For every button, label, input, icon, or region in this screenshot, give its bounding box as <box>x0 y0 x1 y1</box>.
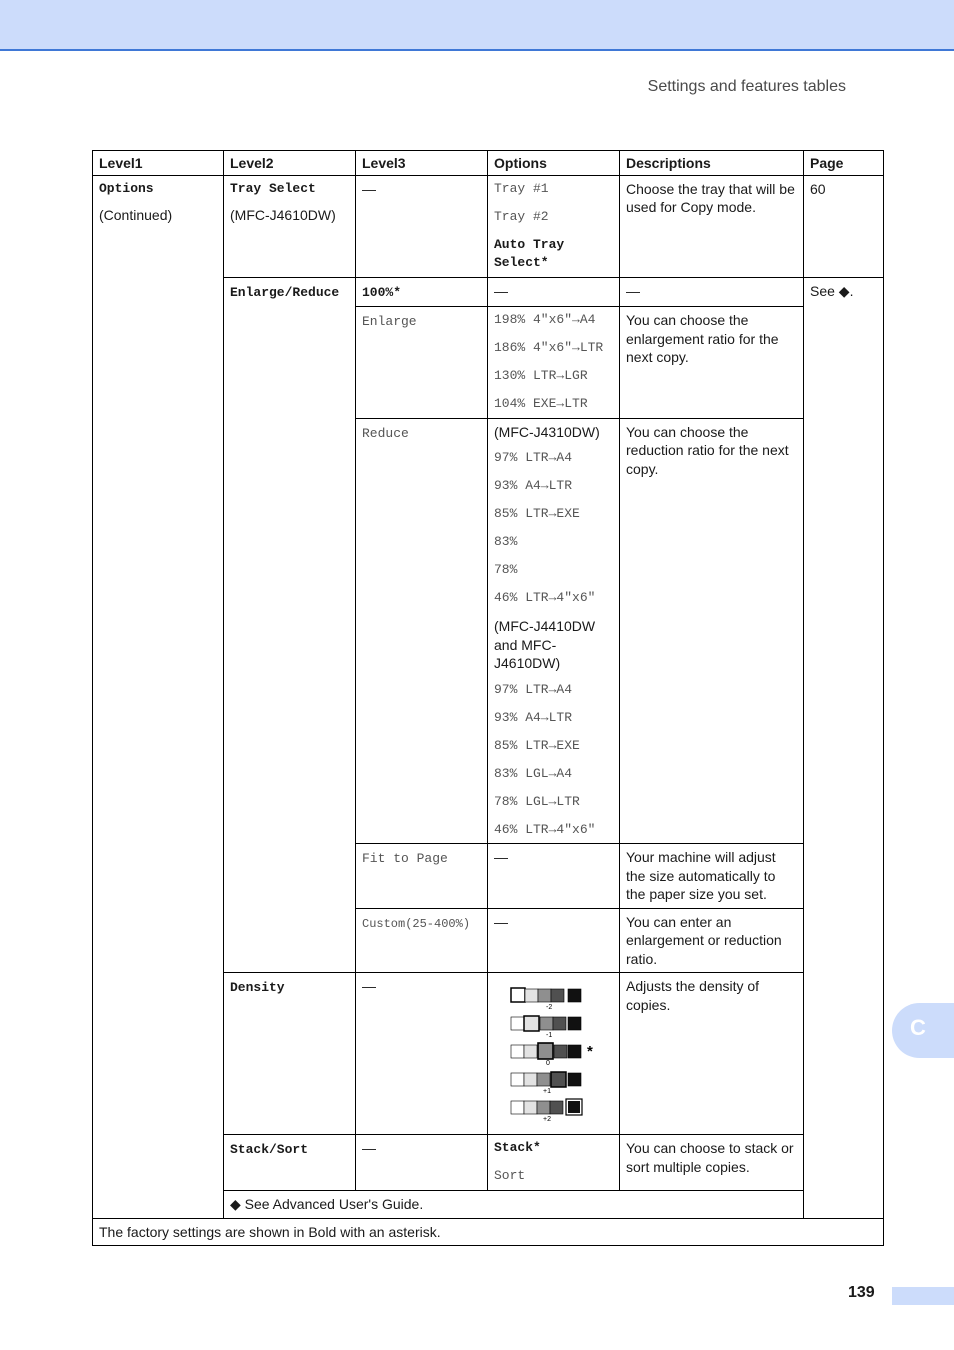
description-cell: You can choose the enlargement ratio for the next copy. <box>620 307 804 419</box>
level1-note: (Continued) <box>99 207 173 223</box>
description-cell: Choose the tray that will be used for Copy mode. <box>620 175 804 277</box>
density-label-plus2: +2 <box>543 1116 551 1123</box>
option-item: Tray #1 <box>494 180 549 196</box>
option-item: 97% LTR→A4 <box>494 450 573 465</box>
page-title: Settings and features tables <box>647 78 846 95</box>
options-cell <box>488 307 620 419</box>
page-reference: See ◆. <box>810 282 854 299</box>
level3-cell <box>356 277 488 307</box>
density-label-minus1: -1 <box>546 1032 553 1039</box>
option-item: 93% A4→LTR <box>494 709 573 725</box>
level3-cell: — <box>356 175 488 277</box>
option-item: 85% LTR→EXE <box>494 737 580 753</box>
option-item: 83% <box>494 534 518 549</box>
density-label-minus2: -2 <box>546 1004 553 1011</box>
option-item: 83% LGL→A4 <box>494 765 573 781</box>
options-cell: — <box>488 844 620 909</box>
page-number-bar <box>892 1287 954 1305</box>
option-item: Sort <box>494 1168 526 1183</box>
option-item: Tray #2 <box>494 208 549 224</box>
tray-select-label: Tray Select <box>230 180 316 196</box>
level3-cell <box>356 844 488 909</box>
options-cell: — <box>488 277 620 307</box>
level2-cell <box>224 175 356 277</box>
page-number: 139 <box>848 1284 875 1301</box>
tray-select-model: (MFC-J4610DW) <box>230 207 336 223</box>
density-scale-icon <box>510 987 610 1127</box>
footnote-factory-settings: The factory settings are shown in Bold with an asterisk. <box>93 1218 884 1246</box>
page-cell <box>804 277 884 1218</box>
description-cell: — <box>620 277 804 307</box>
option-item: 104% EXE→LTR <box>494 396 588 411</box>
option-item: 93% A4→LTR <box>494 478 573 493</box>
option-item: 78% LGL→LTR <box>494 793 580 809</box>
table-header-row <box>93 151 884 176</box>
options-cell <box>488 1135 620 1191</box>
footnote-row <box>93 1218 884 1246</box>
level3-default: 100%* <box>362 284 402 300</box>
level3-cell: — <box>356 973 488 1135</box>
option-item: 46% LTR→4"x6" <box>494 590 596 605</box>
level1-cell <box>93 175 224 1218</box>
chapter-tab <box>892 1003 954 1058</box>
option-item: 198% 4"x6"→A4 <box>494 312 596 327</box>
column-header: Level1 <box>93 151 224 176</box>
level1-name: Options <box>99 180 154 196</box>
density-label: Density <box>230 980 285 995</box>
column-header: Level3 <box>356 151 488 176</box>
model-group-label: (MFC-J4410DW and MFC-J4610DW) <box>494 618 596 671</box>
option-item: 78% <box>494 562 518 577</box>
level2-cell <box>224 1135 356 1191</box>
column-header: Descriptions <box>620 151 804 176</box>
density-default-marker: * <box>587 1043 593 1060</box>
chapter-tab-letter: C <box>910 1015 926 1040</box>
density-label-zero: 0 <box>546 1060 550 1067</box>
description-cell: You can enter an enlargement or reduction ratio. <box>620 908 804 973</box>
stack-sort-label: Stack/Sort <box>230 1142 309 1157</box>
level2-cell <box>224 277 356 973</box>
description-cell: Adjusts the density of copies. <box>620 973 804 1135</box>
options-cell <box>488 418 620 844</box>
options-cell <box>488 973 620 1135</box>
enlarge-reduce-label: Enlarge/Reduce <box>230 284 340 300</box>
level3-cell: — <box>356 1135 488 1191</box>
level3-label: Fit to Page <box>362 851 448 866</box>
options-cell <box>488 175 620 277</box>
column-header: Level2 <box>224 151 356 176</box>
table-row <box>93 175 884 277</box>
level3-cell <box>356 418 488 844</box>
column-header: Page <box>804 151 884 176</box>
level3-cell <box>356 908 488 973</box>
option-item: 97% LTR→A4 <box>494 681 573 697</box>
density-label-plus1: +1 <box>543 1088 551 1095</box>
level3-label: Enlarge <box>362 314 417 329</box>
level2-cell <box>224 973 356 1135</box>
description-cell: Your machine will adjust the size automatically to the paper size you set. <box>620 844 804 909</box>
option-item-default: Stack* <box>494 1140 541 1155</box>
option-item-default: Auto Tray Select* <box>494 236 565 270</box>
header-band <box>0 0 954 51</box>
options-cell: — <box>488 908 620 973</box>
level3-label: Reduce <box>362 425 409 441</box>
model-group-label: (MFC-J4310DW) <box>494 423 600 440</box>
footnote-see-guide: ◆ See Advanced User's Guide. <box>224 1190 884 1218</box>
option-item: 85% LTR→EXE <box>494 506 580 521</box>
description-cell: You can choose to stack or sort multiple copies. <box>620 1135 804 1191</box>
level3-cell <box>356 307 488 419</box>
option-item: 46% LTR→4"x6" <box>494 821 596 837</box>
settings-table <box>92 150 884 1246</box>
description-cell: You can choose the reduction ratio for the next copy. <box>620 418 804 844</box>
option-item: 186% 4"x6"→LTR <box>494 340 604 355</box>
option-item: 130% LTR→LGR <box>494 368 588 383</box>
column-header: Options <box>488 151 620 176</box>
page-cell: 60 <box>804 175 884 277</box>
level3-label: Custom(25-400%) <box>362 916 471 931</box>
